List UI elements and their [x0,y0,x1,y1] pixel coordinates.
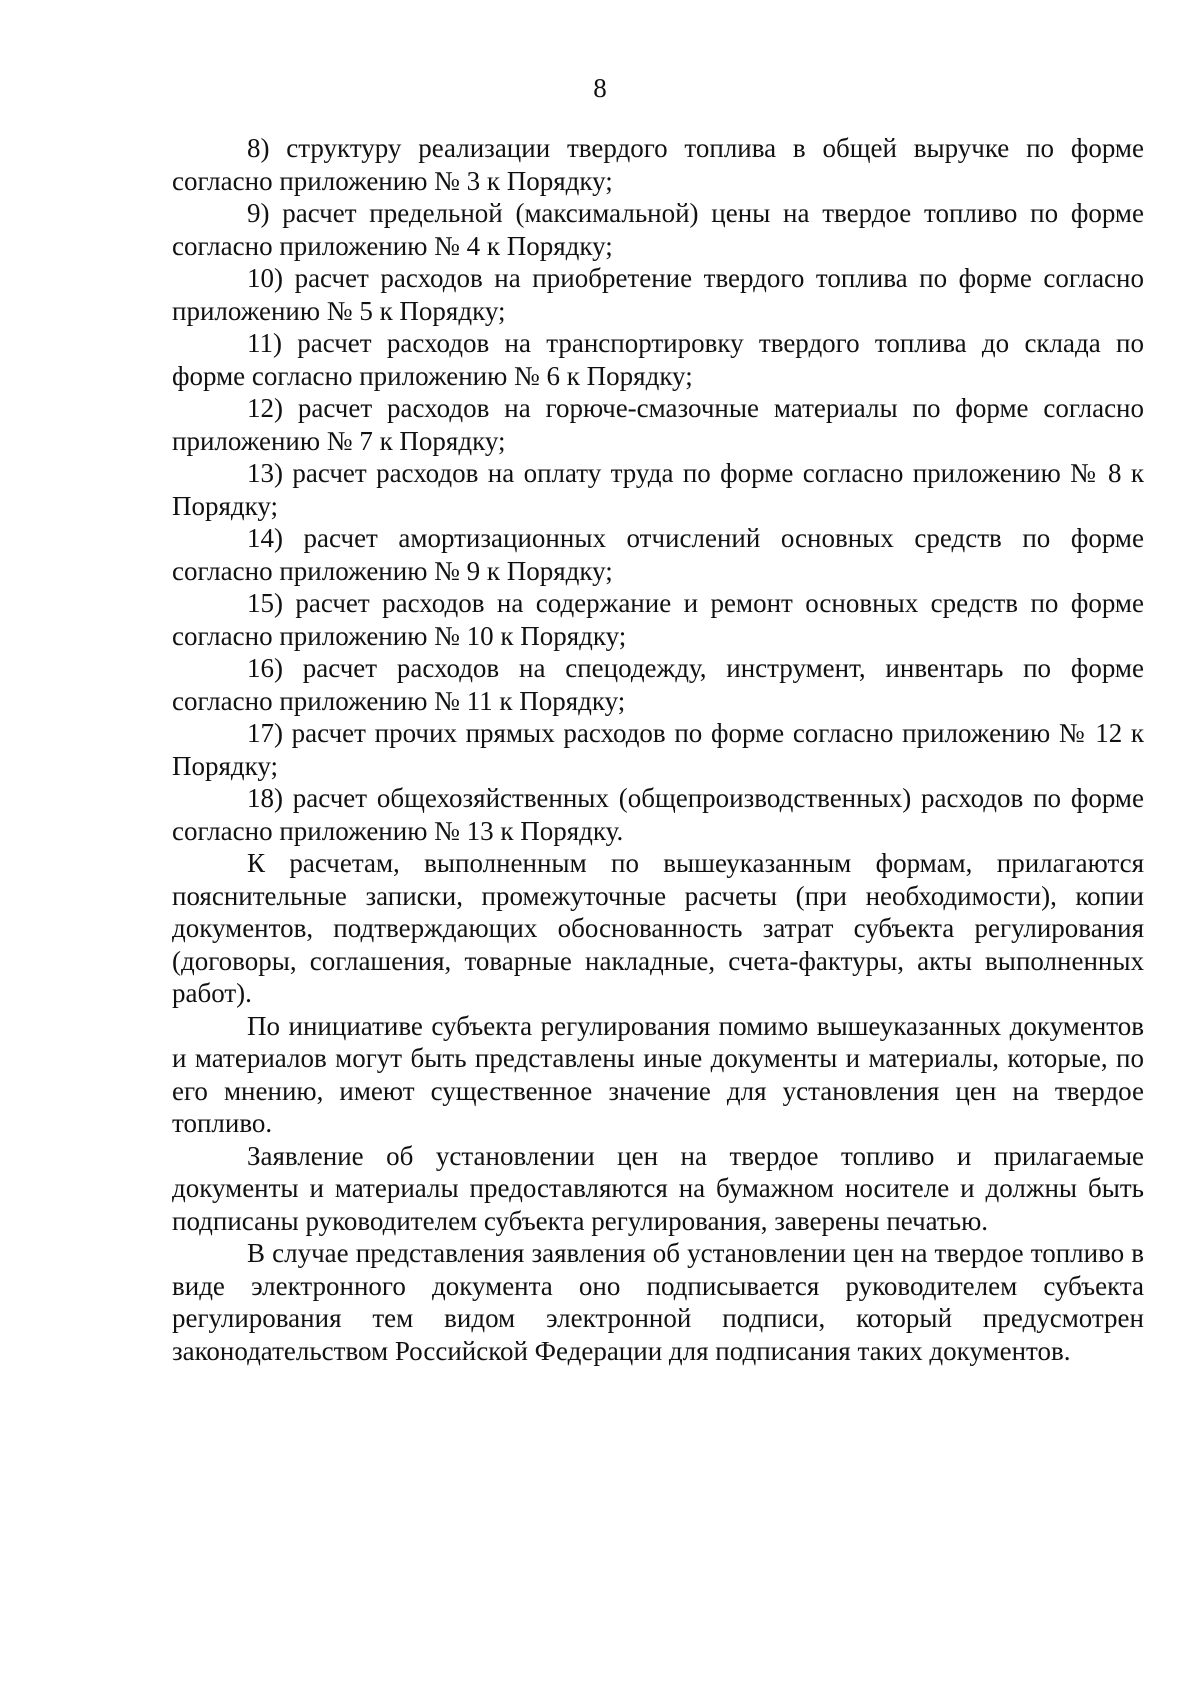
page-number: 8 [593,73,607,103]
paragraph-initiative: По инициативе субъекта регулирования помимо вышеуказанных документов и материалов могут быть представлены иные документы и материалы, которые, по его мнению, имеют существенное значение для установления цен на твердое топливо. [172,1010,1144,1138]
paragraph-paper-submission: Заявление об установлении цен на твердое топливо и прилагаемые документы и материалы предоставляются на бумажном носителе и должны быть подписаны руководителем субъекта регулирования, заверены печатью. [172,1140,1144,1236]
list-item-16: 16) расчет расходов на спецодежду, инструмент, инвентарь по форме согласно приложению № 11 к Порядку; [172,653,1144,716]
list-item-17: 17) расчет прочих прямых расходов по форме согласно приложению № 12 к Порядку; [172,718,1144,781]
list-item-8: 8) структуру реализации твердого топлива в общей выручке по форме согласно приложению № 3 к Порядку; [172,133,1144,196]
paragraph-electronic-submission: В случае представления заявления об установлении цен на твердое топливо в виде электронного документа оно подписывается руководителем субъекта регулирования тем видом электронной подписи, который предусмотрен законодательством Российской Федерации для подписания таких документов. [172,1238,1144,1366]
list-item-9: 9) расчет предельной (максимальной) цены на твердое топливо по форме согласно приложению № 4 к Порядку; [172,198,1144,261]
paragraph-attachments: К расчетам, выполненным по вышеуказанным формам, прилагаются пояснительные записки, промежуточные расчеты (при необходимости), копии документов, подтверждающих обоснованность затрат субъекта регулирования (договоры, соглашения, товарные накладные, счета-фактуры, акты выполненных работ). [172,848,1144,1008]
list-item-18: 18) расчет общехозяйственных (общепроизводственных) расходов по форме согласно приложению № 13 к Порядку. [172,783,1144,846]
document-body [172,132,1144,1367]
list-item-14: 14) расчет амортизационных отчислений основных средств по форме согласно приложению № 9 к Порядку; [172,523,1144,586]
list-item-10: 10) расчет расходов на приобретение твердого топлива по форме согласно приложению № 5 к Порядку; [172,263,1144,326]
list-item-12: 12) расчет расходов на горюче-смазочные материалы по форме согласно приложению № 7 к Порядку; [172,393,1144,456]
list-item-11: 11) расчет расходов на транспортировку твердого топлива до склада по форме согласно приложению № 6 к Порядку; [172,328,1144,391]
list-item-13: 13) расчет расходов на оплату труда по форме согласно приложению № 8 к Порядку; [172,458,1144,521]
list-item-15: 15) расчет расходов на содержание и ремонт основных средств по форме согласно приложению № 10 к Порядку; [172,588,1144,651]
